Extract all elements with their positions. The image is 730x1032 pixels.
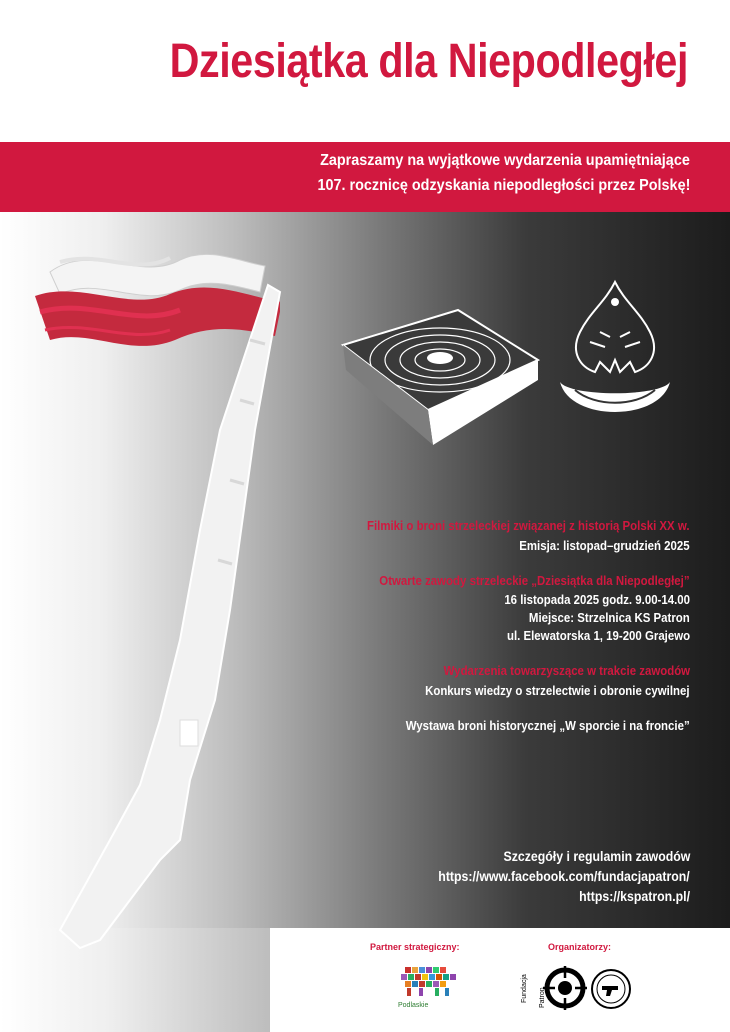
org1-text-b: Patron: [539, 987, 546, 1008]
rifle-icon: [40, 280, 290, 960]
banner-line-2: 107. rocznicę odzyskania niepodległości przez Polskę!: [317, 177, 690, 194]
club-pistol-logo: [590, 968, 632, 1010]
org1-text-a: Fundacja: [521, 974, 528, 1003]
shooting-target-icon: [338, 300, 543, 450]
contest-heading: Otwarte zawody strzeleckie „Dziesiątka dla Niepodległej”: [379, 573, 690, 588]
partner-label: Partner strategiczny:: [370, 942, 460, 952]
banner-line-1: Zapraszamy na wyjątkowe wydarzenia upamiętniające: [320, 152, 690, 169]
facebook-link[interactable]: https://www.facebook.com/fundacjapatron/: [438, 868, 690, 884]
page-title: Dziesiątka dla Niepodległej: [169, 35, 689, 88]
patron-target-logo: [543, 966, 587, 1010]
films-emission: Emisja: listopad–grudzień 2025: [519, 538, 690, 553]
side-events-exhibition: Wystawa broni historycznej „W sporcie i na froncie”: [406, 718, 690, 733]
side-events-heading: Wydarzenia towarzyszące w trakcie zawodów: [443, 663, 690, 678]
contest-address: ul. Elewatorska 1, 19-200 Grajewo: [506, 628, 690, 643]
films-heading: Filmiki o broni strzeleckiej związanej z historią Polski XX w.: [367, 518, 690, 533]
contest-place: Miejsce: Strzelnica KS Patron: [529, 610, 690, 625]
organizers-label: Organizatorzy:: [548, 942, 612, 952]
polish-eagle-icon: [550, 272, 680, 432]
details-heading: Szczegóły i regulamin zawodów: [503, 848, 690, 864]
contest-date: 16 listopada 2025 godz. 9.00-14.00: [504, 592, 690, 607]
website-link[interactable]: https://kspatron.pl/: [579, 888, 690, 904]
invitation-banner: [0, 142, 730, 212]
partner-name: Podlaskie: [398, 1002, 429, 1009]
side-events-quiz: Konkurs wiedzy o strzelectwie i obronie cywilnej: [425, 683, 690, 698]
footer-panel: [270, 928, 730, 1032]
